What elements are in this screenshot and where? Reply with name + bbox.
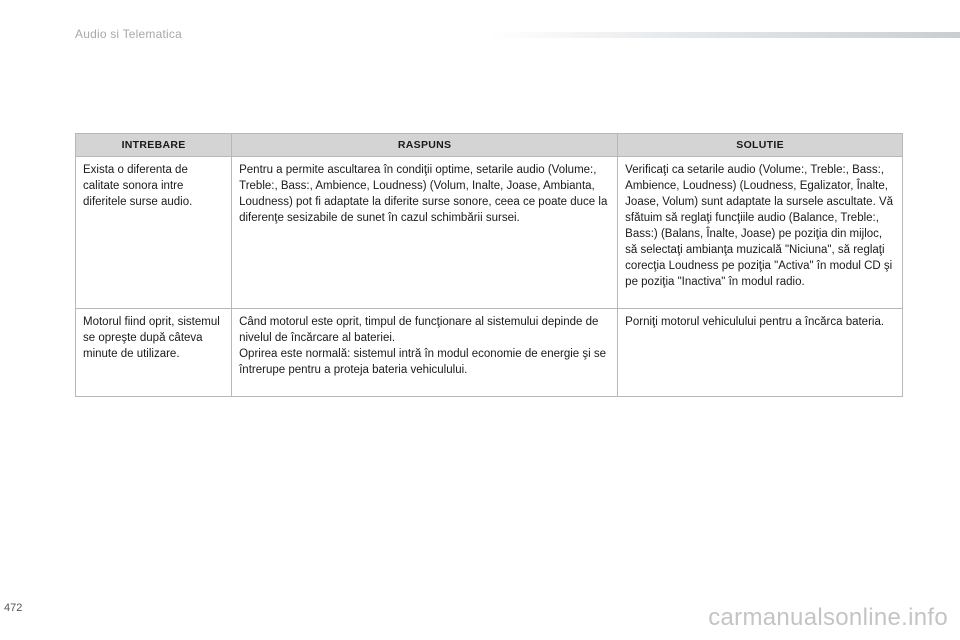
answer-cell [232, 157, 618, 309]
solution-cell: Porniţi motorul vehiculului pentru a încărca bateria. [618, 309, 903, 397]
header-decorative-bar [490, 32, 960, 38]
answer-paragraph: Pentru a permite ascultarea în condiţii optime, setarile audio (Volume:, Treble:, Bass:, Ambience, Loudness) (Volum, Inalte, Joase, Ambianta, Loudness) pot fi adaptate la diferite surse sonore, ceea ce poate duce la diferenţe sesizabile de sunet în cazul schimbării sursei. [239, 164, 608, 224]
question-cell: Motorul fiind oprit, sistemul se opreşte după câteva minute de utilizare. [76, 309, 232, 397]
answer-cell [232, 309, 618, 397]
solution-cell: Verificaţi ca setarile audio (Volume:, Treble:, Bass:, Ambience, Loudness) (Loudness, Egalizator, Înalte, Joase, Volum) sunt adaptate la sursele ascultate. Vă sfătuim să reglaţi funcţiile audio (Balance, Treble:, Bass:) (Balans, Înalte, Joase) pe poziţia din mijloc, să selectaţi ambianţa muzicală "Niciuna", să reglaţi corecţia Loudness pe poziţia "Activa" în modul CD şi pe poziţia "Inactiva" în modul radio. [618, 157, 903, 309]
table-header-row [76, 134, 903, 157]
table-row [76, 157, 903, 309]
column-header-question: INTREBARE [76, 134, 232, 157]
answer-paragraph: Când motorul este oprit, timpul de funcţionare al sistemului depinde de nivelul de încărcare al bateriei. [239, 316, 599, 344]
column-header-answer: RASPUNS [232, 134, 618, 157]
page-number: 472 [4, 602, 23, 614]
section-title: Audio si Telematica [75, 27, 182, 41]
table-row [76, 309, 903, 397]
watermark-text: carmanualsonline.info [708, 604, 948, 631]
troubleshooting-table [75, 133, 903, 397]
answer-paragraph: Oprirea este normală: sistemul intră în modul economie de energie şi se întrerupe pentru a proteja bateria vehiculului. [239, 348, 607, 376]
question-cell: Exista o diferenta de calitate sonora intre diferitele surse audio. [76, 157, 232, 309]
column-header-solution: SOLUTIE [618, 134, 903, 157]
